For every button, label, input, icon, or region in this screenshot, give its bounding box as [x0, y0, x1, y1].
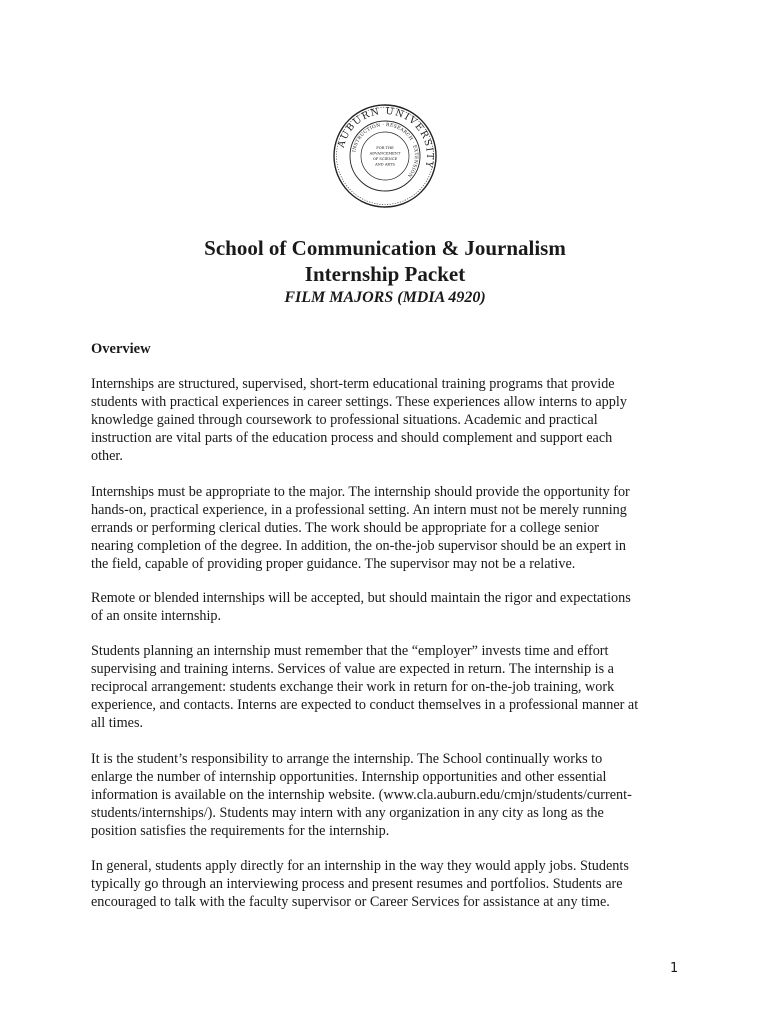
paragraph-5	[91, 751, 681, 841]
paragraph-line: instruction are vital parts of the education process and should complement and support each	[91, 429, 613, 446]
paragraph-line: It is the student’s responsibility to arrange the internship. The School continually works to	[91, 751, 603, 767]
paragraph-6	[91, 858, 681, 912]
seal-center-line-3: OF SCIENCE	[372, 157, 398, 161]
paragraph-line: hands-on, practical experience, in a professional setting. An intern must not be merely running	[91, 501, 627, 518]
paragraph-line: Internships are structured, supervised, short-term educational training programs that provide	[91, 376, 615, 392]
paragraph-line: enlarge the number of internship opportunities. Internship opportunities and other essential	[91, 768, 607, 785]
paragraph-line: In general, students apply directly for an internship in the way they would apply jobs. Students	[91, 858, 629, 874]
paragraph-3	[91, 590, 681, 626]
paragraph-line: encouraged to talk with the faculty supervisor or Career Services for assistance at any time.	[91, 893, 610, 910]
seal-icon	[332, 103, 438, 209]
seal-center-line-1: FOR THE	[376, 146, 394, 150]
paragraph-line: knowledge gained through coursework to professional situations. Academic and practical	[91, 411, 598, 428]
seal-ring-text: AUBURN UNIVERSITY	[335, 105, 436, 170]
paragraph-1	[91, 376, 681, 466]
paragraph-line: of an onsite internship.	[91, 607, 222, 624]
paragraph-2	[91, 484, 681, 574]
section-heading-overview: Overview	[91, 341, 151, 357]
document-subtitle: FILM MAJORS (MDIA 4920)	[284, 289, 486, 306]
document-title-line-2: Internship Packet	[304, 262, 466, 286]
paragraph-4	[91, 643, 681, 733]
paragraph-line: all times.	[91, 714, 144, 731]
paragraph-line: the field, capable of providing proper guidance. The supervisor may not be a relative.	[91, 555, 576, 572]
paragraph-line: students/internships/). Students may intern with any organization in any city as long as the	[91, 804, 604, 821]
paragraph-line: Internships must be appropriate to the major. The internship should provide the opportunity for	[91, 484, 630, 500]
paragraph-line: students with practical experiences in career settings. These experiences allow interns to apply	[91, 393, 627, 410]
paragraph-line: nearing completion of the degree. In addition, the on-the-job supervisor should be an expert in	[91, 537, 627, 554]
seal-center-line-2: ADVANCEMENT	[369, 151, 401, 156]
paragraph-line: information is available on the internship website. (www.cla.auburn.edu/cmjn/students/current-	[91, 786, 632, 803]
paragraph-line: experience, and contacts. Interns are expected to conduct themselves in a professional manner at	[91, 696, 639, 713]
paragraph-line: errands or performing clerical duties. The work should be appropriate for a college senior	[91, 519, 599, 536]
paragraph-line: Students planning an internship must remember that the “employer” invests time and effort	[91, 643, 609, 659]
paragraph-line: Remote or blended internships will be accepted, but should maintain the rigor and expectations	[91, 590, 631, 606]
paragraph-line: typically go through an interviewing process and present resumes and portfolios. Students are	[91, 875, 623, 892]
paragraph-line: other.	[91, 447, 123, 464]
paragraph-line: position satisfies the requirements for the internship.	[91, 822, 390, 839]
seal-center-line-4: AND ARTS	[375, 162, 395, 167]
page-number: 1	[670, 961, 679, 976]
paragraph-line: supervising and training interns. Services of value are expected in return. The internship is a	[91, 660, 614, 677]
document-title: School of Communication & Journalism	[204, 236, 566, 260]
university-seal	[332, 103, 438, 209]
paragraph-line: reciprocal arrangement: students exchange their work in return for on-the-job training, work	[91, 678, 615, 695]
seal-inner-text: INSTRUCTION · RESEARCH · EXTENSION	[352, 122, 419, 178]
